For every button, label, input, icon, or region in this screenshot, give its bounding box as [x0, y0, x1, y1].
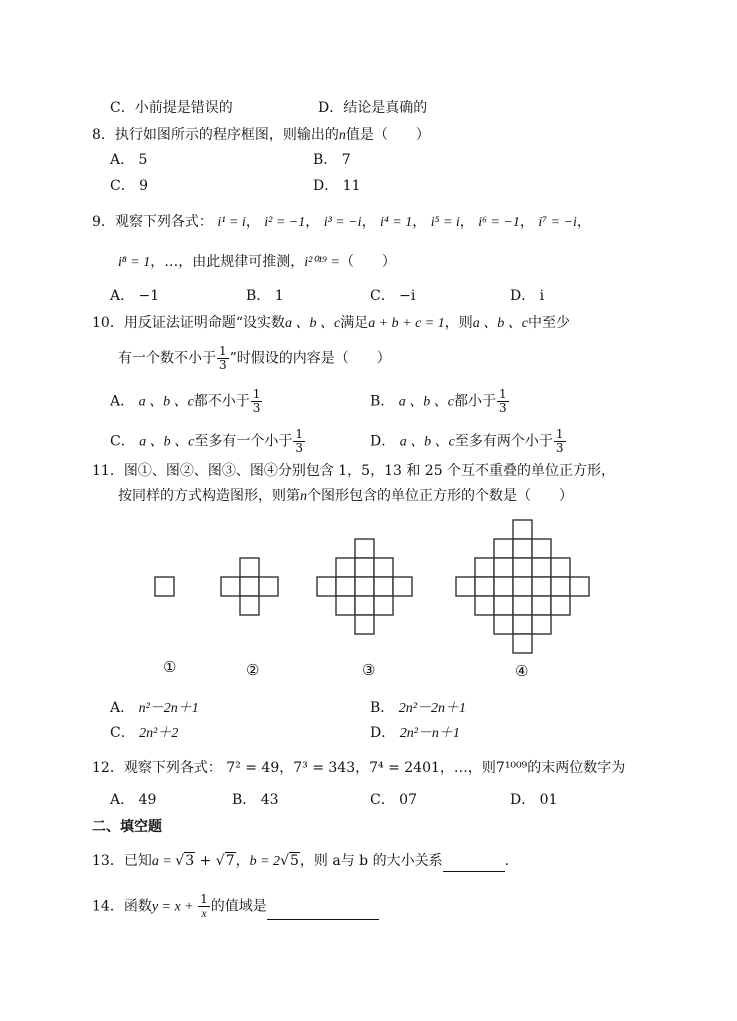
q10-option-c: C． a 、b 、c至多有一个小于 $\frac{1}{3}$ [110, 427, 304, 455]
caption-4: ④ [515, 662, 529, 680]
q12-option-c: C． 07 [370, 792, 417, 808]
q11-line2: 按同样的方式构造图形，则第n个图形包含的单位正方形的个数是（ ） [118, 488, 573, 504]
q11-stem: 11．图①、图②、图③、图④分别包含 1，5，13 和 25 个互不重叠的单位正方形， [92, 463, 616, 479]
caption-3: ③ [362, 661, 376, 679]
figure1-square [155, 577, 174, 596]
q10-option-a: A． a 、b 、c都不小于 $\frac{1}{3}$ [110, 387, 261, 415]
q10-option-d: D． a 、b 、c至多有两个小于 $\frac{1}{3}$ [370, 427, 564, 455]
q12-stem: 12．观察下列各式： 7² = 49，7³ = 343，7⁴ = 2401，…，则7¹⁰⁰⁹的末两位数字为 [92, 760, 626, 776]
q8-option-a: A． 5 [110, 152, 148, 168]
q8-option-d: D． 11 [313, 178, 361, 194]
q11-option-c: C． 2n²＋2 [110, 725, 179, 741]
q11-option-a: A． n²－2n＋1 [110, 700, 199, 716]
q9-line2: i⁸ = 1，…，由此规律可推测，i²⁰¹⁹ =（ ） [118, 254, 396, 270]
q13-answer-blank[interactable] [443, 871, 505, 872]
q10-line2: 有一个数不小于 $\frac{1}{3}$ ”时假设的内容是（ ） [118, 344, 391, 372]
q9-option-a: A． −1 [110, 288, 160, 304]
q8-option-c: C． 9 [110, 178, 149, 194]
figure4 [456, 520, 589, 653]
q11-option-d: D． 2n²－n＋1 [370, 725, 460, 741]
q9-stem: 9．观察下列各式： i¹ = i， i² = −1， i³ = −i， i⁴ = 1， i⁵ = i， i⁶ = −1， i⁷ = −i， [92, 214, 591, 230]
q12-option-a: A． 49 [110, 792, 157, 808]
q12-option-b: B． 43 [232, 792, 279, 808]
q14-stem: 14．函数y = x + $\frac{1}{x}$ 的值域是 [92, 893, 379, 920]
q9-option-d: D． i [510, 288, 545, 304]
caption-2: ② [246, 661, 260, 679]
q9-option-b: B． 1 [246, 288, 284, 304]
q9-option-c: C． −i [370, 288, 416, 304]
figure2 [221, 558, 278, 615]
q10-option-b: B． a 、b 、c都小于 $\frac{1}{3}$ [370, 387, 507, 415]
square-patterns-figure [0, 510, 737, 660]
q11-option-b: B． 2n²－2n＋1 [370, 700, 466, 716]
q14-answer-blank[interactable] [267, 919, 379, 920]
q8-stem: 8．执行如图所示的程序框图，则输出的n值是（ ） [92, 127, 430, 143]
q7-option-d: D．结论是真确的 [318, 100, 428, 116]
q12-option-d: D． 01 [510, 792, 558, 808]
fraction-one-third: $\frac{1}{3}$ [219, 344, 227, 372]
section-heading: 二、填空题 [92, 819, 162, 835]
q10-stem: 10．用反证法证明命题“设实数a 、b 、c满足a + b + c = 1，则a 、b 、c中至少 [92, 315, 570, 331]
q8-option-b: B． 7 [313, 152, 351, 168]
q13-stem: 13．已知a = √3 + √7，b = 2√5，则 a与 b 的大小关系 . [92, 851, 509, 872]
figure3 [317, 539, 412, 634]
caption-1: ① [163, 658, 177, 676]
q7-option-c: C．小前提是错误的 [110, 100, 233, 116]
